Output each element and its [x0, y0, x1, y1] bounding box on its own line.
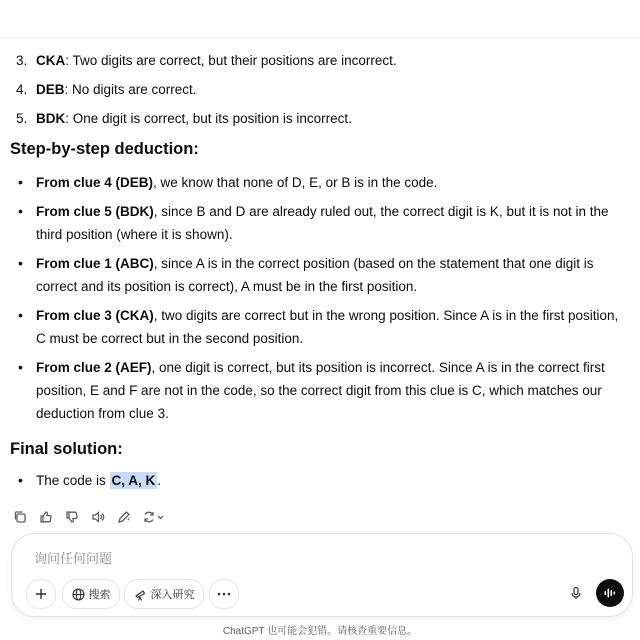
bullet-dot: • [18, 203, 23, 219]
deduction-lead: From clue 5 (BDK) [36, 204, 154, 219]
clue-text: : No digits are correct. [64, 82, 197, 97]
deduction-lead: From clue 3 (CKA) [36, 308, 154, 323]
clue-text: : One digit is correct, but its position is incorrect. [65, 111, 352, 126]
clue-item [16, 75, 626, 104]
section-heading-final: Final solution: [10, 440, 123, 458]
deduction-lead: From clue 4 (DEB) [36, 175, 154, 190]
bullet-dot: • [18, 174, 23, 190]
final-suffix: . [157, 473, 162, 488]
message-composer [11, 533, 633, 617]
prompt-input[interactable]: 询问任何问题 [34, 551, 113, 566]
deduction-lead: From clue 1 (ABC) [36, 256, 154, 271]
bullet-dot: • [18, 359, 23, 375]
list-item [18, 252, 630, 298]
clue-number: 5. [16, 111, 28, 126]
voice-mode-button[interactable] [596, 579, 624, 607]
copy-icon[interactable] [10, 508, 30, 526]
telescope-icon [134, 588, 147, 601]
globe-icon [72, 588, 85, 601]
deduction-text: , since A is in the correct position (based on the statement that one digit is correct and its position is correct), A must be in the first position. [36, 256, 594, 294]
final-answer: C, A, K [111, 473, 156, 488]
list-item [18, 200, 630, 246]
voice-waveform-icon [603, 586, 617, 600]
thumbs-up-icon[interactable] [36, 508, 56, 526]
attach-button[interactable] [26, 579, 56, 609]
disclaimer-text: ChatGPT 也可能会犯错。请核查重要信息。 [222, 626, 418, 637]
bullet-dot: • [18, 472, 23, 488]
clue-item [16, 104, 626, 133]
clue-code: CKA [36, 53, 66, 68]
deduction-text: , two digits are correct but in the wrong position. Since A is in the first position, C must be correct but in the second position. [36, 308, 619, 346]
final-list [18, 469, 630, 492]
list-item [18, 469, 630, 492]
clue-text: : Two digits are correct, but their positions are incorrect. [65, 53, 397, 68]
dictate-button[interactable] [562, 579, 590, 607]
clue-number: 4. [16, 82, 28, 97]
list-item [18, 171, 630, 194]
plus-icon [34, 587, 48, 601]
deduction-text: , one digit is correct, but its position is incorrect. Since A is in the correct first position, E and F are not in the code, so the correct digit from this clue is C, which matches our deduction from clue 3. [36, 360, 605, 421]
thumbs-down-icon[interactable] [62, 508, 82, 526]
message-actions [10, 508, 168, 526]
regenerate-icon[interactable] [140, 508, 168, 526]
list-item [18, 356, 630, 425]
clue-code: BDK [36, 111, 66, 126]
speaker-icon[interactable] [88, 508, 108, 526]
microphone-icon [569, 586, 583, 600]
chat-message [0, 38, 640, 533]
section-heading-deduction: Step-by-step deduction: [10, 140, 199, 158]
more-options-button[interactable] [209, 579, 239, 609]
clue-item [16, 46, 626, 75]
clue-list [16, 46, 626, 133]
bullet-dot: • [18, 307, 23, 323]
edit-icon[interactable] [114, 508, 134, 526]
deduction-text: , we know that none of D, E, or B is in the code. [153, 175, 438, 190]
search-button[interactable] [62, 579, 120, 609]
clue-code: DEB [36, 82, 65, 97]
top-bar [0, 0, 640, 39]
clue-number: 3. [16, 53, 28, 68]
deduction-text: , since B and D are already ruled out, the correct digit is K, but it is not in the third position (where it is shown). [36, 204, 609, 242]
deduction-list [18, 171, 630, 425]
deep-research-label: 深入研究 [150, 589, 195, 601]
deep-research-button[interactable] [124, 579, 204, 609]
search-button-label: 搜索 [88, 589, 111, 601]
final-prefix: The code is [36, 473, 110, 488]
bullet-dot: • [18, 255, 23, 271]
ellipsis-icon [217, 592, 231, 596]
deduction-lead: From clue 2 (AEF) [36, 360, 152, 375]
list-item [18, 304, 630, 350]
